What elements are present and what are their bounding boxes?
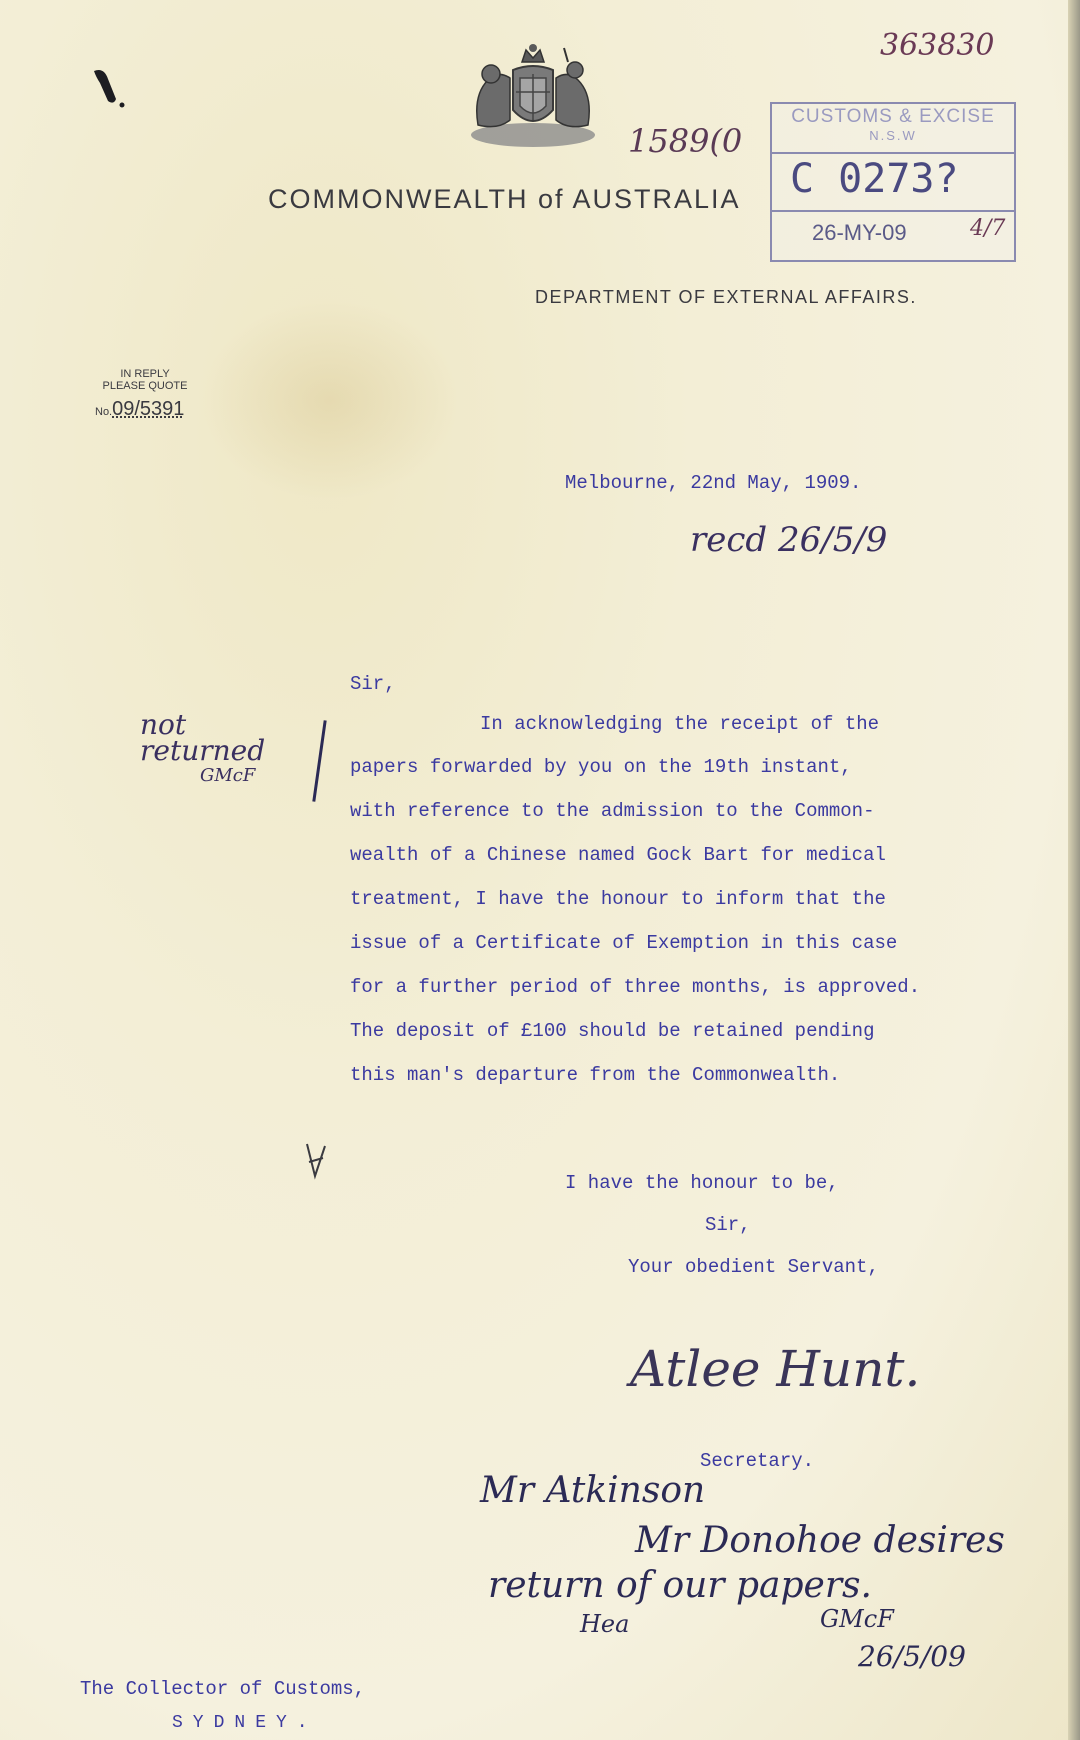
letterhead-country: COMMONWEALTH of AUSTRALIA	[268, 184, 741, 214]
closing-line: Sir,	[705, 1214, 751, 1236]
stamp-state: N.S.W	[869, 128, 917, 143]
letter-date: Melbourne, 22nd May, 1909.	[565, 472, 862, 494]
received-note: recd 26/5/9	[690, 520, 888, 560]
stamp-initials: 4/7	[970, 216, 1006, 241]
stamp-number: C 0273?	[790, 156, 959, 202]
signatory-title: Secretary.	[700, 1450, 815, 1472]
reply-label-line: PLEASE QUOTE	[102, 380, 188, 392]
handwritten-file-number: 363830	[880, 28, 995, 63]
stamp-divider	[772, 152, 1014, 154]
check-mark-icon	[303, 1140, 329, 1180]
body-line: treatment, I have the honour to inform that the	[350, 888, 886, 910]
annotation-line: return of our papers.	[488, 1565, 872, 1606]
closing-line: Your obedient Servant,	[628, 1256, 879, 1278]
reference-value: 09/5391	[112, 398, 185, 420]
annotation-line: Mr Atkinson	[480, 1470, 706, 1511]
stamp-divider	[772, 210, 1014, 212]
ink-mark-icon	[90, 65, 130, 110]
margin-note-line: returned	[140, 734, 266, 767]
body-line: for a further period of three months, is approved.	[350, 976, 921, 998]
signature: Atlee Hunt.	[630, 1340, 921, 1398]
paper-stain	[200, 300, 460, 500]
body-line: papers forwarded by you on the 19th instant,	[350, 756, 852, 778]
customs-stamp	[770, 102, 1016, 262]
body-line: wealth of a Chinese named Gock Bart for medical	[350, 844, 886, 866]
annotation-line: Hea	[580, 1610, 630, 1638]
stamp-date: 26-MY-09	[812, 220, 907, 245]
stamp-title: CUSTOMS & EXCISE	[791, 106, 995, 127]
body-line: this man's departure from the Commonwealth.	[350, 1064, 841, 1086]
margin-note	[140, 708, 300, 767]
reply-label-line: IN REPLY	[120, 368, 170, 380]
addressee-city: SYDNEY.	[172, 1713, 318, 1733]
margin-initials: GMcF	[200, 765, 256, 786]
annotation-line: Mr Donohoe desires	[635, 1520, 1005, 1561]
body-line: with reference to the admission to the Common-	[350, 800, 875, 822]
margin-stroke	[312, 720, 326, 802]
body-line: issue of a Certificate of Exemption in this case	[350, 932, 898, 954]
letterhead-department: DEPARTMENT OF EXTERNAL AFFAIRS.	[535, 287, 917, 307]
closing-line: I have the honour to be,	[565, 1172, 839, 1194]
annotation-date: 26/5/09	[858, 1640, 966, 1673]
addressee: The Collector of Customs,	[80, 1678, 366, 1700]
annotation-initials: GMcF	[820, 1605, 894, 1633]
coat-of-arms-icon	[458, 40, 608, 150]
body-line: In acknowledging the receipt of the	[480, 713, 880, 735]
reply-label	[90, 368, 200, 392]
body-line: The deposit of £100 should be retained pending	[350, 1020, 875, 1042]
reference-number	[95, 398, 184, 421]
page-edge	[1068, 0, 1080, 1740]
salutation: Sir,	[350, 673, 396, 695]
margin-note-line: not	[140, 708, 187, 741]
handwritten-reference-number: 1589(0	[628, 122, 743, 160]
reference-no-prefix: No.	[95, 406, 113, 418]
